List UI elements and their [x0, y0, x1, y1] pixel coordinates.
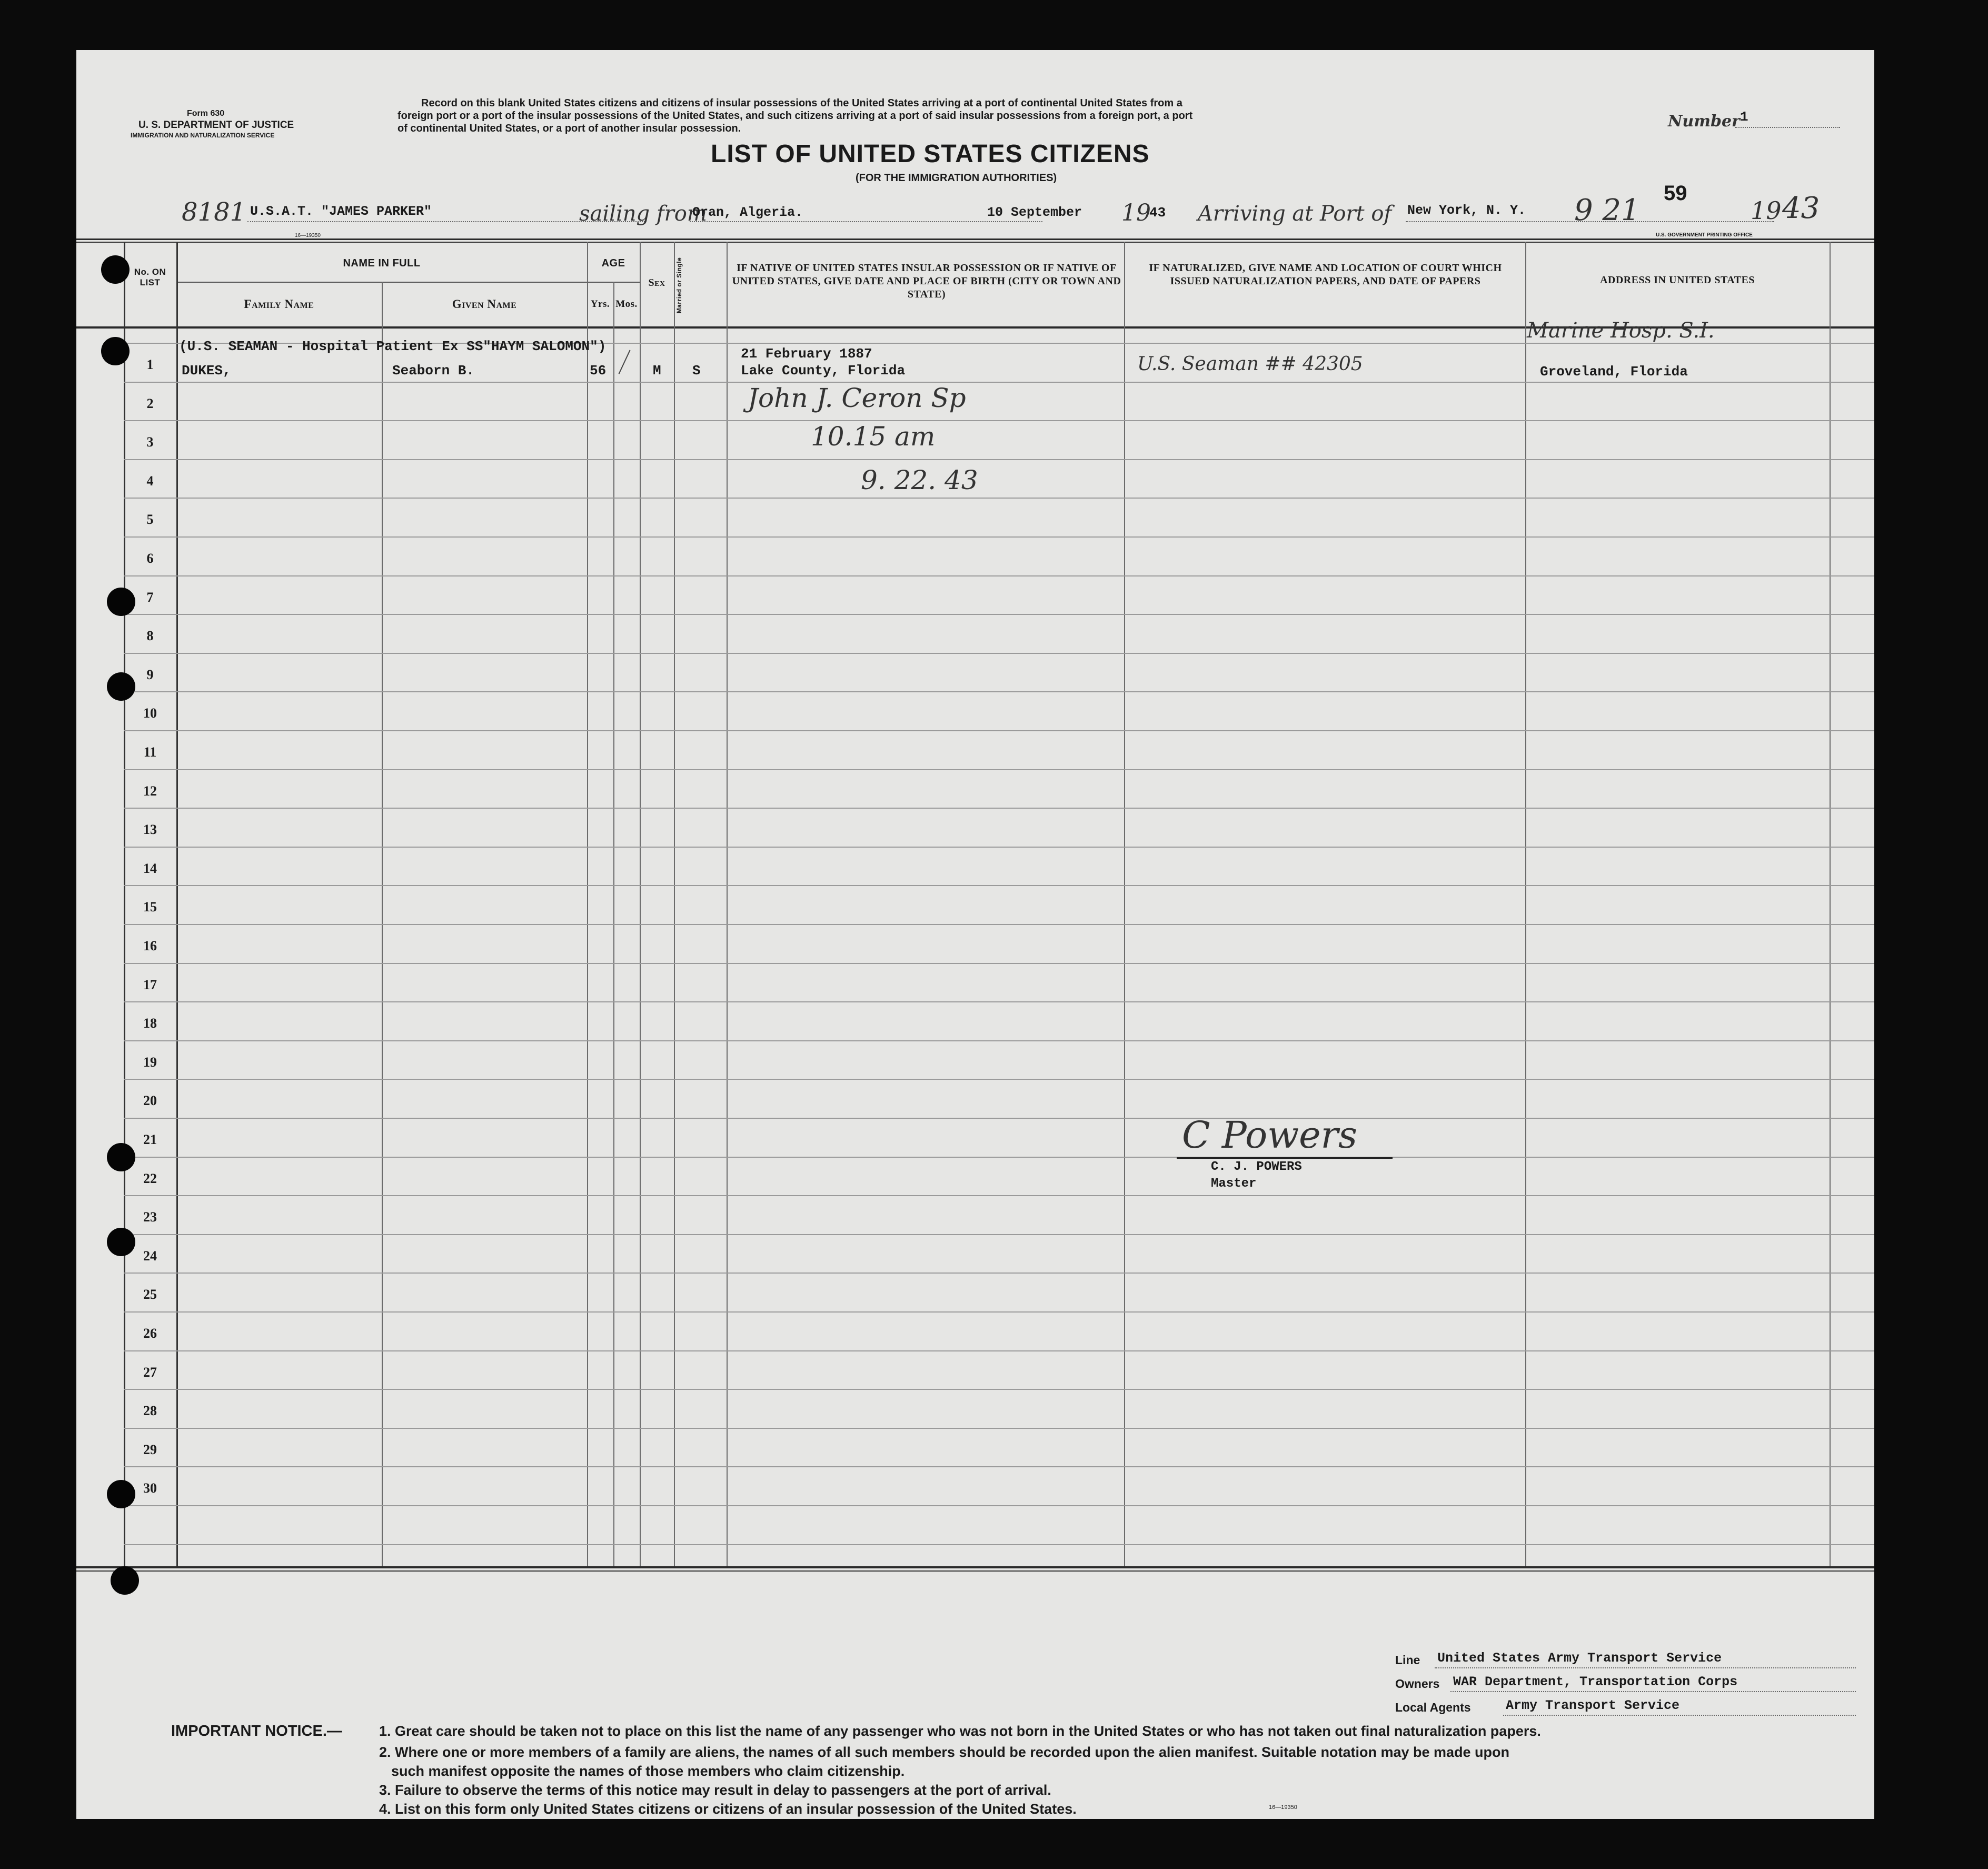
row-number: 13 [143, 822, 157, 838]
header-family-name: Family Name [244, 297, 314, 311]
sailing-year-prefix: 19 [1121, 200, 1151, 226]
entry-naturalized-hand: U.S. Seaman ## 42305 [1137, 353, 1363, 375]
entry-given-name: Seaborn B. [392, 363, 475, 379]
notice-item-3: 3. Failure to observe the terms of this notice may result in delay to passengers at the port of arrival. [379, 1782, 1051, 1798]
row-rule [124, 963, 1874, 964]
row-rule [124, 1505, 1874, 1506]
row-rule [124, 575, 1874, 576]
row-number: 1 [146, 357, 154, 372]
row-number: 25 [143, 1287, 157, 1303]
row-rule [124, 1428, 1874, 1429]
service-name: IMMIGRATION AND NATURALIZATION SERVICE [131, 132, 275, 139]
arrival-port: New York, N. Y. [1407, 203, 1526, 218]
entry-address-hand: Marine Hosp. S.I. [1527, 319, 1715, 343]
row-rule [124, 1195, 1874, 1196]
arrival-year-suffix: 43 [1782, 191, 1820, 225]
row-rule [124, 382, 1874, 383]
header-given-name: Given Name [452, 297, 517, 311]
footer-line-value: United States Army Transport Service [1437, 1651, 1722, 1666]
row-number: 2 [146, 395, 154, 411]
sailing-year-suffix: 43 [1149, 205, 1166, 221]
row-rule [124, 730, 1874, 731]
manifest-page [76, 50, 1874, 1819]
row-rule [124, 1118, 1874, 1119]
row-rule [124, 498, 1874, 499]
entry-birth-place: Lake County, Florida [741, 363, 906, 379]
col-address-right [1830, 242, 1831, 1566]
origin-line [690, 221, 1042, 222]
row-number: 15 [143, 899, 157, 915]
row-rule [124, 1272, 1874, 1274]
footer-line-label: Line [1395, 1653, 1420, 1667]
notice-item-2a: 2. Where one or more members of a family are aliens, the names of all such members should be recorded upon the alien manifest. Suitable notation may be made upon [379, 1744, 1510, 1760]
notice-item-4: 4. List on this form only United States citizens or citizens of an insular possession of the United States. [379, 1801, 1077, 1817]
header-no: No. ON LIST [134, 267, 166, 287]
row-number: 24 [143, 1248, 157, 1264]
col-native-left [727, 242, 728, 1566]
header-married: Married or Single [675, 257, 683, 314]
row-number: 3 [146, 434, 154, 450]
row-number: 20 [143, 1093, 157, 1109]
instruction-line-2: foreign port or a port of the insular possessions of the United States, and such citizens arriving at a port of said insular possessions from a foreign port, a port [397, 110, 1193, 122]
row-number: 23 [143, 1209, 157, 1225]
row-rule [124, 1311, 1874, 1313]
notice-item-1: 1. Great care should be taken not to place on this list the name of any passenger who was not born in the United States or who has not taken out final naturalization papers. [379, 1723, 1541, 1739]
row-number: 10 [143, 705, 157, 721]
row-number: 8 [146, 628, 154, 644]
table-top-border [76, 238, 1874, 240]
master-title: Master [1211, 1177, 1257, 1191]
row-number: 6 [146, 551, 154, 566]
punch-hole [101, 255, 130, 284]
col-yrs-left [587, 242, 588, 1566]
row-rule [124, 769, 1874, 770]
col-family-left [176, 242, 178, 1566]
entry-sex: M [653, 363, 661, 379]
header-mos: Mos. [615, 299, 638, 310]
row-rule [124, 924, 1874, 925]
header-sex: Sex [648, 277, 665, 289]
punch-hole [107, 1143, 135, 1171]
number-value: 1 [1740, 109, 1748, 125]
punch-hole [101, 337, 130, 365]
sailing-date: 10 September [987, 205, 1082, 220]
number-line [1735, 127, 1840, 128]
punch-hole [111, 1566, 139, 1595]
instruction-line-3: of continental United States, or a port of another insular possession. [397, 123, 741, 134]
form-number: Form 630 [187, 109, 225, 118]
row-number: 16 [143, 938, 157, 953]
row-rule [124, 1234, 1874, 1235]
footer-agents-rule [1503, 1715, 1856, 1716]
footer-owners-label: Owners [1395, 1677, 1440, 1691]
arrival-date-hand: 9 21 [1574, 193, 1640, 227]
footer-agents-label: Local Agents [1395, 1701, 1471, 1714]
punch-hole [107, 588, 135, 616]
notice-label: IMPORTANT NOTICE.— [171, 1723, 342, 1739]
row-number: 17 [143, 977, 157, 992]
row-number: 14 [143, 860, 157, 876]
punch-hole [107, 1480, 135, 1508]
row-rule [124, 614, 1874, 615]
row-number: 4 [146, 473, 154, 489]
page-title: LIST OF UNITED STATES CITIZENS [711, 140, 1150, 168]
instruction-line-1: Record on this blank United States citizens and citizens of insular possessions of the United States arriving at a port of continental United States from a [421, 97, 1182, 109]
row-number: 28 [143, 1403, 157, 1419]
col-married-left [674, 242, 675, 1566]
signature-underline [1177, 1157, 1393, 1159]
entry-marital: S [692, 363, 701, 379]
row-rule [124, 885, 1874, 886]
header-name-in-full: NAME IN FULL [343, 257, 421, 269]
table-bottom-border-2 [76, 1570, 1874, 1572]
row-rule [124, 1079, 1874, 1080]
entry-note: (U.S. SEAMAN - Hospital Patient Ex SS"HAYM SALOMON") [179, 339, 607, 354]
header-age: AGE [601, 257, 625, 269]
row-number: 18 [143, 1016, 157, 1031]
row-rule [124, 1001, 1874, 1002]
row-rule [124, 459, 1874, 460]
origin-port: Oran, Algeria. [692, 205, 803, 220]
header-native: IF NATIVE OF UNITED STATES INSULAR POSSESSION OR IF NATIVE OF UNITED STATES, GIVE DATE AND PLACE OF BIRTH (CITY OR TOWN AND STATE) [732, 262, 1121, 300]
col-naturalized-left [1124, 242, 1125, 1566]
header-address: ADDRESS IN UNITED STATES [1599, 274, 1755, 286]
number-label: Number [1668, 112, 1740, 131]
arriving-label: Arriving at Port of [1198, 202, 1392, 226]
row-number: 29 [143, 1441, 157, 1457]
master-name: C. J. POWERS [1211, 1160, 1302, 1174]
inspector-note-3: 9. 22. 43 [861, 465, 978, 495]
entry-address: Groveland, Florida [1540, 364, 1688, 380]
row-rule [124, 1157, 1874, 1158]
arrival-year-prefix: 19 [1751, 196, 1782, 225]
master-signature: C Powers [1182, 1114, 1357, 1157]
footer-line-rule [1435, 1667, 1856, 1668]
entry-age-years: 56 [590, 363, 607, 379]
row-rule [124, 1040, 1874, 1041]
col-sex-left [640, 242, 641, 1566]
header-yrs: Yrs. [590, 299, 610, 310]
footer-owners-rule [1450, 1691, 1856, 1692]
row-number: 9 [146, 667, 154, 682]
row-rule [124, 1389, 1874, 1390]
row-number: 7 [146, 589, 154, 605]
footer-code: 16—19350 [1269, 1804, 1297, 1811]
punch-hole [107, 1228, 135, 1256]
form-code-small: 16—19350 [295, 233, 321, 238]
punch-hole [107, 672, 135, 701]
row-rule [124, 536, 1874, 538]
row-rule [124, 1544, 1874, 1545]
voyage-hand-prefix: 8181 [182, 197, 246, 227]
inspector-note-2: 10.15 am [811, 421, 936, 452]
row-number: 5 [146, 512, 154, 528]
table-top-border-2 [76, 242, 1874, 243]
row-rule [124, 847, 1874, 848]
row-number: 12 [143, 783, 157, 799]
row-rule [124, 1350, 1874, 1351]
row-rule [124, 653, 1874, 654]
entry-birth-date: 21 February 1887 [741, 346, 872, 362]
row-number: 30 [143, 1480, 157, 1496]
row-rule [124, 808, 1874, 809]
row-number: 21 [143, 1132, 157, 1147]
ship-name: U.S.A.T. "JAMES PARKER" [250, 204, 432, 219]
printer-mark: U.S. GOVERNMENT PRINTING OFFICE [1656, 232, 1753, 238]
row-rule [124, 691, 1874, 692]
sailing-from-label: sailing from [579, 202, 707, 226]
department-name: U. S. DEPARTMENT OF JUSTICE [138, 120, 294, 131]
entry-family-name: DUKES, [182, 363, 231, 379]
table-bottom-border [76, 1566, 1874, 1568]
inspector-note-1: John J. Ceron Sp [748, 383, 966, 413]
row-rule [124, 1466, 1874, 1467]
header-naturalized: IF NATURALIZED, GIVE NAME AND LOCATION OF COURT WHICH ISSUED NATURALIZATION PAPERS, AND DATE OF PAPERS [1149, 262, 1502, 287]
col-address-left [1525, 242, 1526, 1566]
footer-owners-value: WAR Department, Transportation Corps [1453, 1674, 1738, 1689]
arrival-stamp-number: 59 [1664, 182, 1687, 205]
row-number: 11 [143, 744, 157, 760]
row-number: 27 [143, 1364, 157, 1380]
row-rule [124, 420, 1874, 421]
row-number: 19 [143, 1054, 157, 1070]
col-no-left [124, 242, 125, 1566]
entry-mos-dash [619, 350, 632, 374]
row-number: 26 [143, 1326, 157, 1341]
notice-item-2b: such manifest opposite the names of those members who claim citizenship. [391, 1763, 905, 1779]
row-number: 22 [143, 1170, 157, 1186]
footer-agents-value: Army Transport Service [1506, 1698, 1680, 1713]
page-subtitle: (FOR THE IMMIGRATION AUTHORITIES) [856, 172, 1057, 184]
